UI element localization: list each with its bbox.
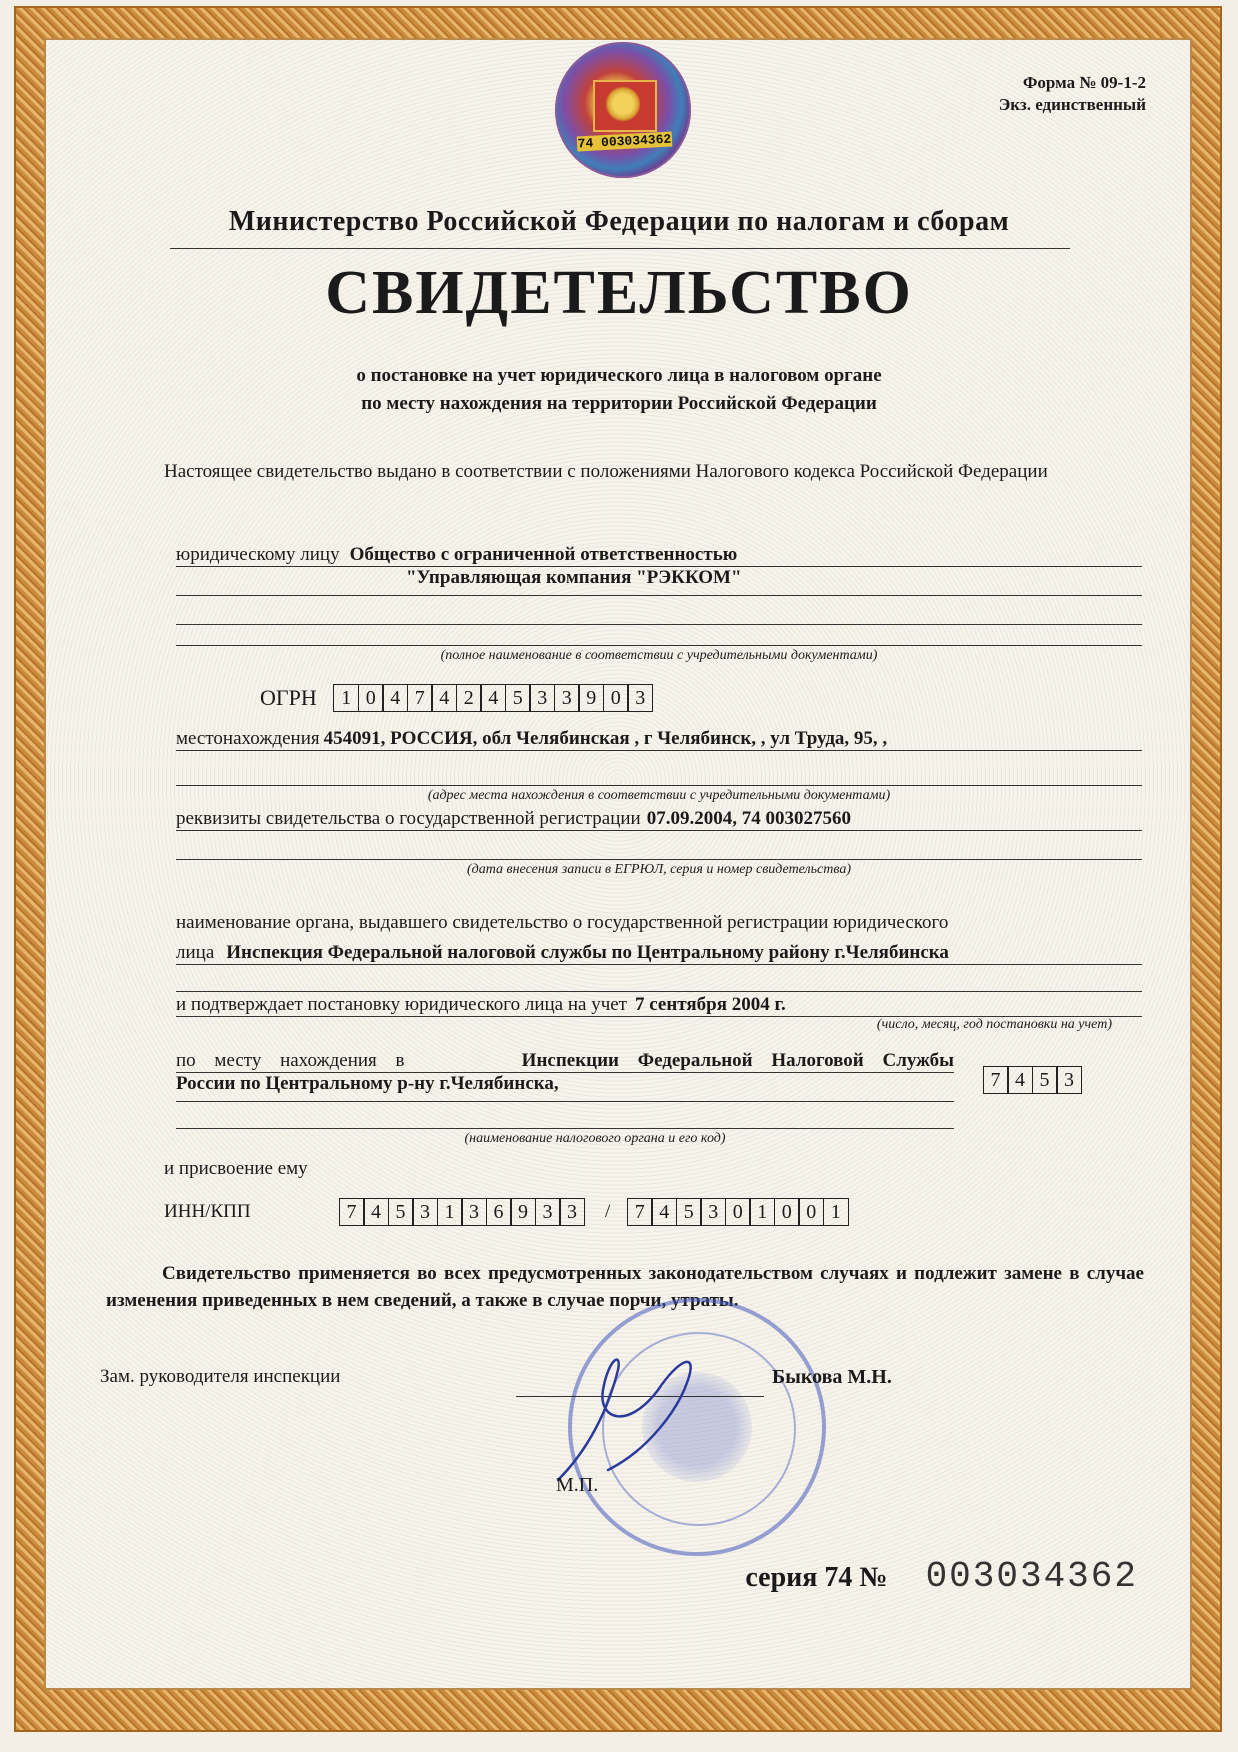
kpp-digit-box: 7: [627, 1198, 653, 1226]
eagle-icon: [605, 86, 641, 122]
entity-caption: (полное наименование в соответствии с учредительными документами): [440, 648, 878, 663]
ogrn-digit-box: 7: [407, 684, 433, 712]
ogrn-label: ОГРН: [260, 685, 317, 710]
signatory-name: Быкова М.Н.: [772, 1366, 892, 1388]
hologram-number: 74 003034362: [577, 131, 672, 152]
inn-digit-box: 4: [363, 1198, 389, 1226]
ogrn-digit-box: 3: [529, 684, 555, 712]
ogrn-digit-box: 9: [578, 684, 604, 712]
ogrn-digit-box: 5: [505, 684, 531, 712]
signature-scribble: [548, 1330, 748, 1490]
ogrn-digit-box: 2: [456, 684, 482, 712]
kpp-digit-box: 0: [725, 1198, 751, 1226]
blank-line: [176, 831, 1142, 860]
tax-office-code-digit-box: 4: [1007, 1066, 1033, 1094]
blank-line: [176, 596, 1142, 625]
ogrn-digit-box: 3: [627, 684, 653, 712]
ogrn-digit-box: 3: [554, 684, 580, 712]
document-title: СВИДЕТЕЛЬСТВО: [325, 259, 913, 327]
ogrn-digit-box: 0: [358, 684, 384, 712]
seal-place: М.П.: [556, 1474, 599, 1496]
inn-digit-box: 3: [535, 1198, 561, 1226]
location-value-line-2: России по Центральному р-ну г.Челябинска,: [176, 1073, 559, 1094]
tax-office-code-digits: [984, 1066, 1082, 1094]
ogrn-digits: [335, 684, 654, 712]
confirm-block: [176, 988, 1142, 1033]
inn-digit-box: 7: [339, 1198, 365, 1226]
inn-digit-box: 3: [461, 1198, 487, 1226]
inn-digit-box: 1: [437, 1198, 463, 1226]
blank-line: [176, 751, 1142, 786]
location-block: [176, 1044, 954, 1147]
authority-label-line-1: наименование органа, выдавшего свидетельство о государственной регистрации юридического: [176, 912, 949, 933]
inn-digit-box: 6: [486, 1198, 512, 1226]
registration-block: [176, 802, 1142, 878]
copy-note: Экз. единственный: [998, 95, 1146, 114]
divider: [170, 248, 1070, 249]
inn-kpp-label: ИНН/КПП: [164, 1201, 251, 1222]
kpp-digit-box: 4: [651, 1198, 677, 1226]
signatory-position: Зам. руководителя инспекции: [100, 1366, 341, 1387]
registration-caption: (дата внесения записи в ЕГРЮЛ, серия и номер свидетельства): [467, 862, 851, 877]
location-caption: (наименование налогового органа и его код): [464, 1131, 726, 1146]
location-label: по месту нахождения в: [176, 1050, 405, 1071]
ministry-name: Министерство Российской Федерации по налогам и сборам: [228, 206, 1010, 237]
confirm-date: 7 сентября 2004 г.: [634, 994, 786, 1015]
kpp-digit-box: 5: [676, 1198, 702, 1226]
entity-name-line-1: Общество с ограниченной ответственностью: [349, 544, 738, 565]
hologram-seal: [555, 42, 691, 178]
confirm-label: и подтверждает постановку юридического лица на учет: [176, 994, 627, 1015]
kpp-digit-box: 3: [700, 1198, 726, 1226]
ogrn-digit-box: 4: [431, 684, 457, 712]
tax-office-code-digit-box: 3: [1056, 1066, 1082, 1094]
tax-office-code-digit-box: 5: [1032, 1066, 1058, 1094]
blank-line: [176, 625, 1142, 646]
authority-block: [176, 910, 1142, 992]
ogrn-digit-box: 4: [480, 684, 506, 712]
series-number: 003034362: [925, 1556, 1138, 1597]
inn-digit-box: 3: [559, 1198, 585, 1226]
ogrn-digit-box: 4: [382, 684, 408, 712]
tax-office-code-digit-box: 7: [983, 1066, 1009, 1094]
notice-text: Свидетельство применяется во всех предусмотренных законодательством случаях и подлежит замене в случае изменения приведенных в нем сведений, а также в случае порчи, утраты.: [106, 1263, 1144, 1311]
kpp-digit-box: 0: [774, 1198, 800, 1226]
ogrn-digit-box: 1: [333, 684, 359, 712]
inn-digit-box: 3: [412, 1198, 438, 1226]
inn-digit-box: 9: [510, 1198, 536, 1226]
kpp-digits: [628, 1198, 849, 1226]
ogrn-digit-box: 0: [603, 684, 629, 712]
authority-value: Инспекция Федеральной налоговой службы по Центральному району г.Челябинска: [226, 942, 949, 963]
assign-text: и присвоение ему: [164, 1158, 308, 1179]
location-value-line-1: Инспекции Федеральной Налоговой Службы: [521, 1050, 954, 1071]
tax-office-code: [984, 1066, 1082, 1094]
form-info: [999, 72, 1146, 116]
registration-value: 07.09.2004, 74 003027560: [646, 808, 851, 829]
entity-name-line-2: "Управляющая компания "РЭККОМ": [406, 567, 742, 588]
document-subtitle: [0, 362, 1238, 418]
entity-label: юридическому лицу: [176, 544, 340, 565]
inn-kpp-row: [164, 1198, 849, 1226]
inn-kpp-separator: /: [605, 1201, 611, 1222]
blank-line: [176, 1102, 954, 1129]
confirm-caption: (число, месяц, год постановки на учет): [876, 1017, 1112, 1032]
authority-label-line-2: лица: [176, 942, 215, 963]
ogrn-row: [260, 684, 653, 712]
registration-label: реквизиты свидетельства о государственной регистрации: [176, 808, 641, 829]
intro-text: Настоящее свидетельство выдано в соответствии с положениями Налогового кодекса Российской Федерации: [164, 461, 1048, 482]
address-caption: (адрес места нахождения в соответствии с учредительными документами): [427, 788, 891, 803]
address-value: 454091, РОССИЯ, обл Челябинская , г Челябинск, , ул Труда, 95, ,: [323, 728, 888, 749]
kpp-digit-box: 0: [798, 1198, 824, 1226]
subtitle-line-2: по месту нахождения на территории Российской Федерации: [361, 393, 877, 414]
kpp-digit-box: 1: [823, 1198, 849, 1226]
entity-block: [176, 538, 1142, 664]
series-block: [745, 1556, 1138, 1597]
series-label: серия 74 №: [745, 1562, 888, 1593]
subtitle-line-1: о постановке на учет юридического лица в налоговом органе: [356, 365, 882, 386]
address-block: [176, 722, 1142, 804]
form-number: Форма № 09-1-2: [1022, 73, 1146, 92]
inn-digit-box: 5: [388, 1198, 414, 1226]
address-label: местонахождения: [176, 728, 320, 749]
kpp-digit-box: 1: [749, 1198, 775, 1226]
inn-digits: [340, 1198, 585, 1226]
